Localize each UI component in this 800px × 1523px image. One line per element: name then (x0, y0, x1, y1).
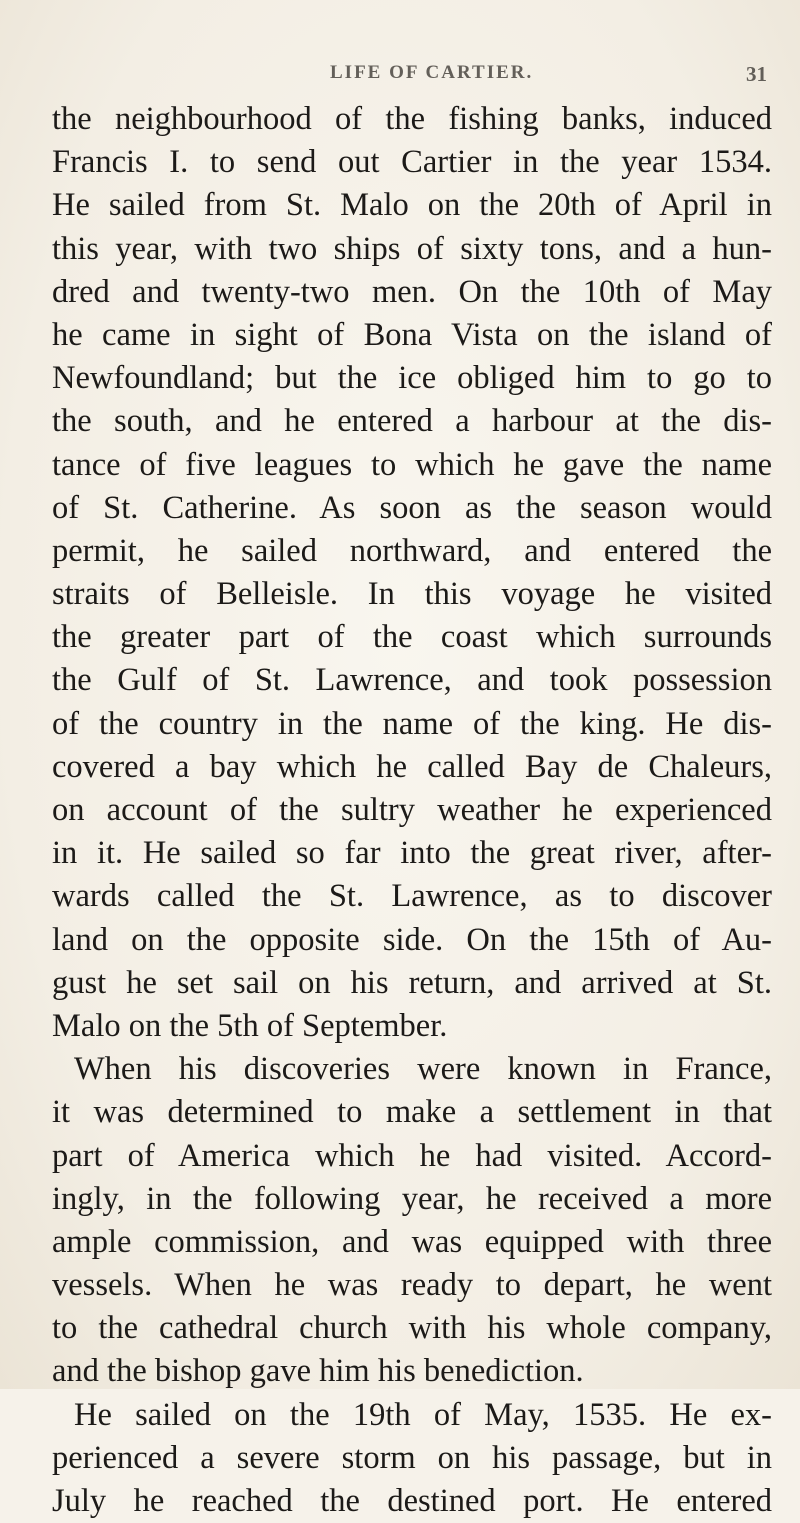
text-line: gust he set sail on his return, and arrived at St. (52, 964, 772, 1001)
page-number: 31 (746, 62, 767, 86)
text-line: land on the opposite side. On the 15th of Au- (52, 921, 772, 958)
text-line: it was determined to make a settlement in that (52, 1094, 772, 1131)
text-line: of St. Catherine. As soon as the season would (52, 489, 772, 526)
text-line: July he reached the destined port. He entered (52, 1483, 772, 1519)
text-line: of the country in the name of the king. He dis- (52, 705, 772, 742)
text-line: the south, and he entered a harbour at the dis- (52, 403, 772, 440)
text-line: straits of Belleisle. In this voyage he visited (52, 576, 772, 613)
text-line: ample commission, and was equipped with three (52, 1223, 772, 1260)
text-line: the greater part of the coast which surrounds (52, 619, 772, 656)
text-line: Francis I. to send out Cartier in the year 1534. (52, 144, 772, 181)
text-line: the Gulf of St. Lawrence, and took possession (52, 662, 772, 699)
text-line: tance of five leagues to which he gave the name (52, 446, 772, 483)
running-title: LIFE OF CARTIER. (330, 62, 534, 83)
text-line: permit, he sailed northward, and entered the (52, 532, 772, 569)
text-line: Malo on the 5th of September. (52, 1007, 448, 1044)
text-line: When his discoveries were known in France, (74, 1051, 772, 1088)
text-line: He sailed on the 19th of May, 1535. He ex- (74, 1396, 772, 1433)
body-text (52, 98, 772, 1523)
text-line: in it. He sailed so far into the great river, after- (52, 835, 772, 872)
text-line: wards called the St. Lawrence, as to discover (52, 878, 772, 915)
text-line: dred and twenty-two men. On the 10th of May (52, 273, 772, 310)
text-line: He sailed from St. Malo on the 20th of April in (52, 187, 772, 224)
text-line: on account of the sultry weather he experienced (52, 792, 772, 828)
text-line: part of America which he had visited. Accord- (52, 1137, 772, 1174)
text-line: to the cathedral church with his whole company, (52, 1310, 772, 1347)
text-line: and the bishop gave him his benediction. (52, 1353, 584, 1390)
text-line: vessels. When he was ready to depart, he went (52, 1267, 772, 1304)
text-line: Newfoundland; but the ice obliged him to go to (52, 360, 772, 397)
text-line: this year, with two ships of sixty tons, and a hun- (52, 230, 772, 267)
text-line: he came in sight of Bona Vista on the island of (52, 316, 772, 353)
running-head (0, 62, 800, 92)
text-line: perienced a severe storm on his passage, but in (52, 1439, 772, 1476)
text-line: the neighbourhood of the fishing banks, induced (52, 101, 772, 137)
text-line: ingly, in the following year, he received a more (52, 1180, 772, 1217)
text-line: covered a bay which he called Bay de Chaleurs, (52, 748, 772, 785)
